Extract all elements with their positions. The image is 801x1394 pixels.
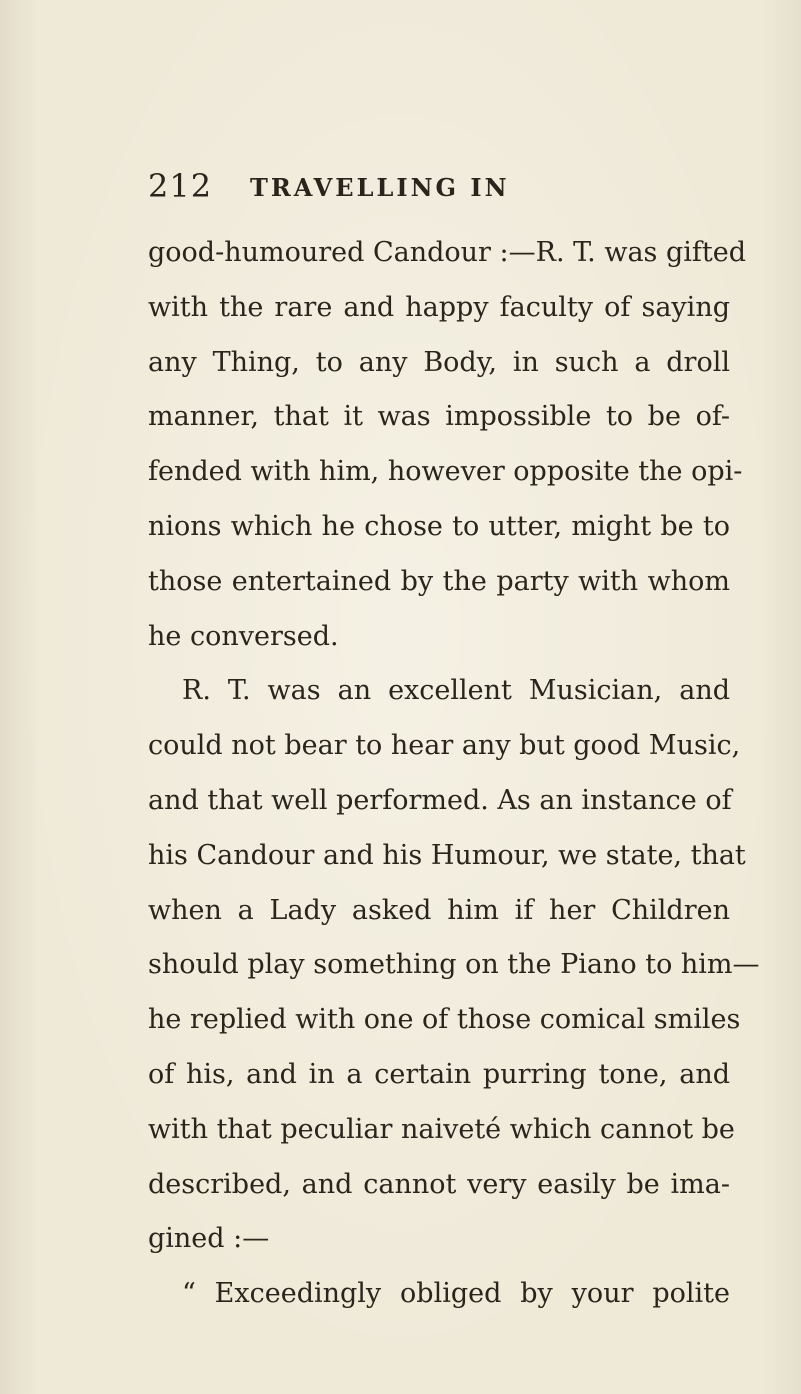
text-line: manner, that it was impossible to be of-	[148, 401, 730, 433]
text-line: he replied with one of those comical smiles	[148, 1004, 741, 1036]
body-text	[148, 226, 760, 1322]
text-line: fended with him, however opposite the opi-	[148, 456, 743, 488]
text-line: “ Exceedingly obliged by your polite	[182, 1278, 730, 1310]
text-line: good-humoured Candour :—R. T. was gifted	[148, 237, 747, 268]
text-line: his Candour and his Humour, we state, that	[148, 839, 746, 871]
running-head	[150, 164, 710, 208]
text-line: with that peculiar naiveté which cannot be	[148, 1113, 735, 1145]
text-line: should play something on the Piano to him—	[148, 949, 760, 981]
text-line: of his, and in a certain purring tone, and	[148, 1058, 730, 1090]
text-line: with the rare and happy faculty of saying	[148, 291, 730, 323]
text-line: those entertained by the party with whom	[148, 565, 730, 597]
text-line: R. T. was an excellent Musician, and	[182, 675, 730, 707]
running-title: TRAVELLING IN	[250, 173, 510, 202]
text-line: nions which he chose to utter, might be to	[148, 510, 730, 542]
text-line: could not bear to hear any but good Music,	[148, 730, 741, 762]
text-line: and that well performed. As an instance of	[148, 784, 732, 816]
text-line: when a Lady asked him if her Children	[148, 894, 730, 926]
text-line: gined :—	[148, 1223, 270, 1255]
text-line: any Thing, to any Body, in such a droll	[148, 346, 730, 378]
text-line: he conversed.	[148, 620, 339, 652]
text-line: described, and cannot very easily be ima-	[148, 1168, 730, 1200]
page-number: 212	[148, 167, 213, 205]
